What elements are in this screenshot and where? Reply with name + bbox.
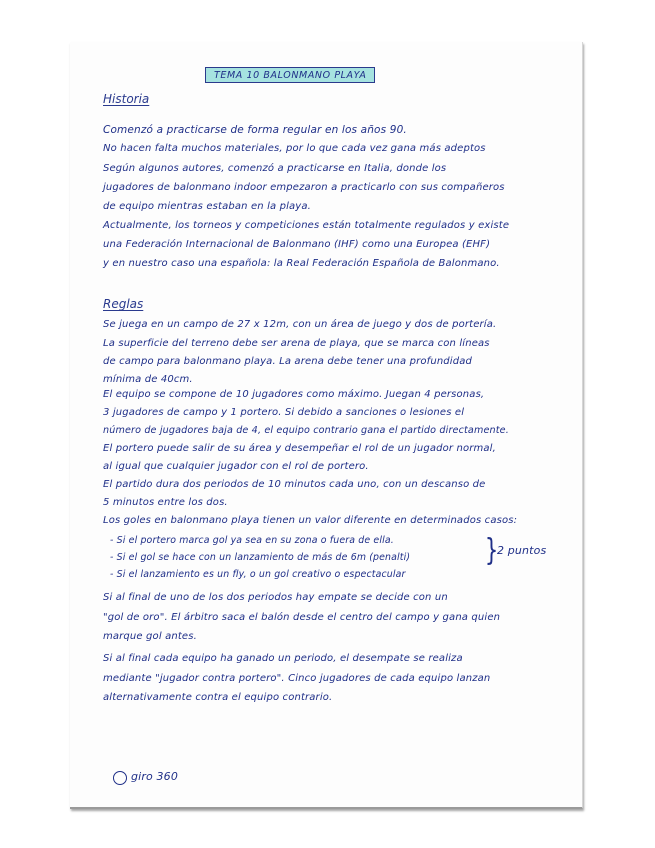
text-line: jugadores de balonmano indoor empezaron a practicarlo con sus compañeros [103,182,505,193]
text-line: al igual que cualquier jugador con el rol de portero. [103,461,369,472]
text-line: Comenzó a practicarse de forma regular en los años 90. [103,124,407,136]
text-line: de campo para balonmano playa. La arena debe tener una profundidad [103,356,473,367]
text-line: Los goles en balonmano playa tienen un valor diferente en determinados casos: [103,515,518,526]
text-line: El partido dura dos periodos de 10 minutos cada uno, con un descanso de [103,479,486,490]
footnote-marker-icon [113,771,127,785]
text-line: El equipo se compone de 10 jugadores como máximo. Juegan 4 personas, [103,389,485,400]
brace-symbol: } [484,533,499,568]
text-line: Si al final de uno de los dos periodos hay empate se decide con un [103,592,448,603]
text-line: alternativamente contra el equipo contrario. [103,692,333,703]
text-line: número de jugadores baja de 4, el equipo contrario gana el partido directamente. [103,425,509,436]
text-line: "gol de oro". El árbitro saca el balón desde el centro del campo y gana quien [103,612,501,623]
text-line: Actualmente, los torneos y competiciones están totalmente regulados y existe [103,220,510,231]
text-line: Se juega en un campo de 27 x 12m, con un área de juego y dos de portería. [103,319,497,330]
text-line: El portero puede salir de su área y desempeñar el rol de un jugador normal, [103,443,496,454]
text-line: una Federación Internacional de Balonmano (IHF) como una Europea (EHF) [103,239,491,250]
text-line: No hacen falta muchos materiales, por lo que cada vez gana más adeptos [103,143,486,154]
list-item: - Si el lanzamiento es un fly, o un gol creativo o espectacular [110,569,406,580]
text-line: mínima de 40cm. [103,374,193,385]
text-line: La superficie del terreno debe ser arena de playa, que se marca con líneas [103,338,490,349]
text-line: marque gol antes. [103,631,197,642]
brace-note: 2 puntos [497,544,547,557]
text-line: y en nuestro caso una española: la Real Federación Española de Balonmano. [103,258,500,269]
list-item: - Si el gol se hace con un lanzamiento de más de 6m (penalti) [110,552,411,563]
text-line: Si al final cada equipo ha ganado un periodo, el desempate se realiza [103,653,463,664]
list-item: - Si el portero marca gol ya sea en su zona o fuera de ella. [110,535,394,546]
text-line: de equipo mientras estaban en la playa. [103,201,311,212]
footnote: giro 360 [131,770,178,783]
text-line: 5 minutos entre los dos. [103,497,228,508]
section-heading-reglas: Reglas [103,297,144,311]
text-line: Según algunos autores, comenzó a practicarse en Italia, donde los [103,163,447,174]
text-line: mediante "jugador contra portero". Cinco jugadores de cada equipo lanzan [103,673,491,684]
text-line: 3 jugadores de campo y 1 portero. Si debido a sanciones o lesiones el [103,407,465,418]
section-heading-historia: Historia [103,92,150,106]
page-title: TEMA 10 BALONMANO PLAYA [205,67,375,83]
